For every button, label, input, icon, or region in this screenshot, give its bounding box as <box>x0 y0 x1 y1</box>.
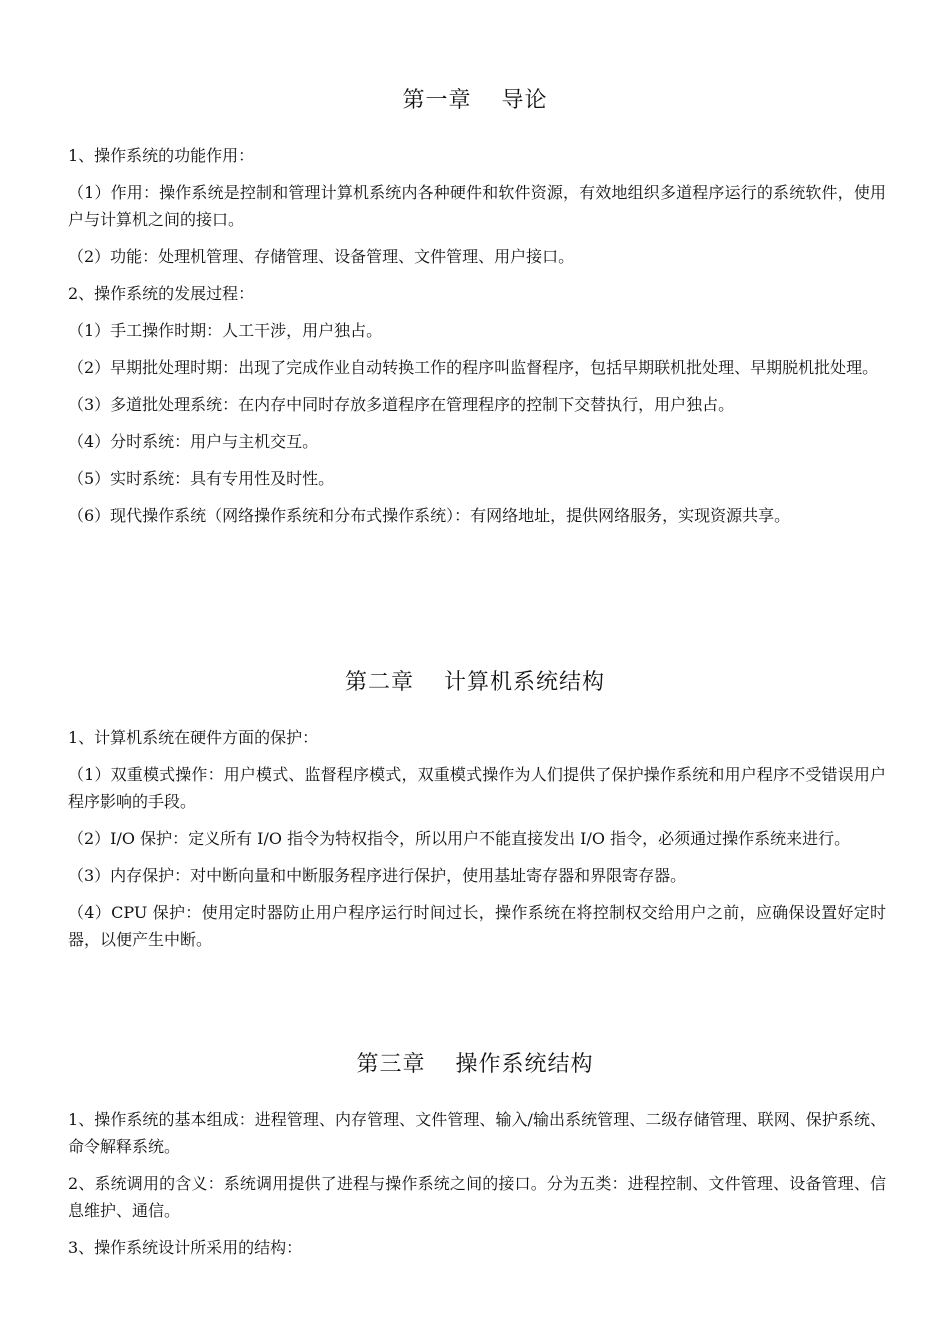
paragraph: （2）早期批处理时期：出现了完成作业自动转换工作的程序叫监督程序，包括早期联机批处理、早期脱机批处理。 <box>68 358 879 377</box>
chapter-1-body <box>68 142 886 539</box>
paragraph: 3、操作系统设计所采用的结构： <box>68 1238 303 1257</box>
chapter-2-title <box>0 668 950 698</box>
paragraph: 2、系统调用的含义：系统调用提供了进程与操作系统之间的接口。分为五类：进程控制、文件管理、设备管理、信息维护、通信。 <box>68 1174 886 1220</box>
chapter-1-number: 第一章 <box>402 88 472 113</box>
paragraph: （1）双重模式操作：用户模式、监督程序模式，双重模式操作为人们提供了保护操作系统和用户程序不受错误用户程序影响的手段。 <box>68 765 886 811</box>
chapter-3-name: 操作系统结构 <box>455 1052 594 1077</box>
paragraph: （5）实时系统：具有专用性及时性。 <box>68 469 335 488</box>
chapter-3-body <box>68 1106 886 1271</box>
chapter-2-body <box>68 724 886 963</box>
paragraph: （2）功能：处理机管理、存储管理、设备管理、文件管理、用户接口。 <box>68 247 575 266</box>
paragraph: （2）I/O 保护：定义所有 I/O 指令为特权指令，所以用户不能直接发出 I/O 指令，必须通过操作系统来进行。 <box>68 829 851 848</box>
chapter-1-name: 导论 <box>501 88 548 113</box>
paragraph: （4）CPU 保护：使用定时器防止用户程序运行时间过长，操作系统在将控制权交给用户之前，应确保设置好定时器，以便产生中断。 <box>68 903 886 949</box>
chapter-2-number: 第二章 <box>344 670 414 695</box>
chapter-2-name: 计算机系统结构 <box>444 670 606 695</box>
paragraph: （1）作用：操作系统是控制和管理计算机系统内各种硬件和软件资源，有效地组织多道程序运行的系统软件，使用户与计算机之间的接口。 <box>68 183 886 229</box>
paragraph: （6）现代操作系统（网络操作系统和分布式操作系统）：有网络地址，提供网络服务，实现资源共享。 <box>68 506 791 525</box>
chapter-3-number: 第三章 <box>356 1052 426 1077</box>
chapter-3-title <box>0 1050 950 1080</box>
paragraph: 2、操作系统的发展过程： <box>68 284 255 303</box>
paragraph: （3）多道批处理系统：在内存中同时存放多道程序在管理程序的控制下交替执行，用户独占。 <box>68 395 735 414</box>
paragraph: 1、计算机系统在硬件方面的保护： <box>68 728 319 747</box>
chapter-1-title <box>0 86 950 116</box>
paragraph: （4）分时系统：用户与主机交互。 <box>68 432 319 451</box>
paragraph: 1、操作系统的基本组成：进程管理、内存管理、文件管理、输入/输出系统管理、二级存储管理、联网、保护系统、命令解释系统。 <box>68 1110 886 1156</box>
paragraph: （1）手工操作时期：人工干涉，用户独占。 <box>68 321 383 340</box>
paragraph: （3）内存保护：对中断向量和中断服务程序进行保护，使用基址寄存器和界限寄存器。 <box>68 866 687 885</box>
paragraph: 1、操作系统的功能作用： <box>68 146 255 165</box>
